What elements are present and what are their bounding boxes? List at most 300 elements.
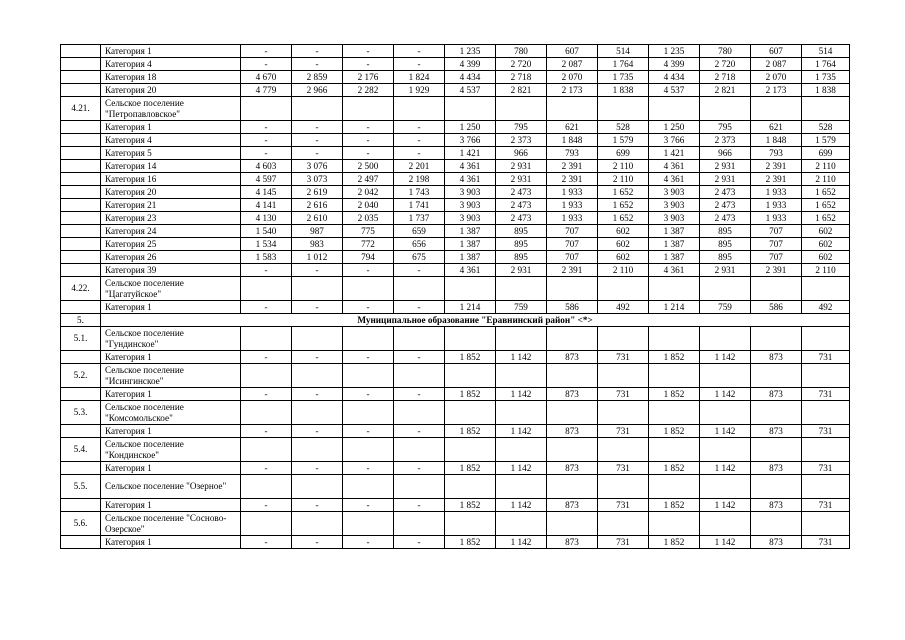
value-cell: 492 xyxy=(598,301,649,314)
value-cell: - xyxy=(292,536,343,549)
value-cell xyxy=(700,401,751,425)
value-cell: 873 xyxy=(751,462,802,475)
row-index xyxy=(61,388,101,401)
value-cell xyxy=(445,277,496,301)
value-cell: 2 391 xyxy=(751,173,802,186)
value-cell: 873 xyxy=(751,499,802,512)
value-cell xyxy=(649,327,700,351)
category-name: Категория 39 xyxy=(101,264,241,277)
value-cell: 873 xyxy=(751,351,802,364)
value-cell: - xyxy=(394,425,445,438)
value-cell xyxy=(241,475,292,499)
value-cell: 1 735 xyxy=(802,71,850,84)
value-cell: 895 xyxy=(496,251,547,264)
row-index xyxy=(61,212,101,225)
value-cell: 1 012 xyxy=(292,251,343,264)
value-cell: 514 xyxy=(598,45,649,58)
value-cell xyxy=(343,512,394,536)
value-cell: - xyxy=(343,58,394,71)
value-cell: 1 735 xyxy=(598,71,649,84)
category-name: Категория 5 xyxy=(101,147,241,160)
value-cell: 492 xyxy=(802,301,850,314)
category-name: Категория 25 xyxy=(101,238,241,251)
value-cell: 1 852 xyxy=(445,462,496,475)
row-index xyxy=(61,301,101,314)
value-cell: 1 852 xyxy=(649,351,700,364)
category-name: Категория 1 xyxy=(101,388,241,401)
value-cell: 731 xyxy=(598,536,649,549)
value-cell xyxy=(547,438,598,462)
value-cell xyxy=(700,277,751,301)
value-cell xyxy=(343,401,394,425)
value-cell: 1 737 xyxy=(394,212,445,225)
value-cell xyxy=(700,364,751,388)
settlement-name: Сельское поселение "Кондинское" xyxy=(101,438,241,462)
value-cell: 4 597 xyxy=(241,173,292,186)
value-cell: 895 xyxy=(700,225,751,238)
value-cell: 1 583 xyxy=(241,251,292,264)
value-cell: 4 537 xyxy=(649,84,700,97)
value-cell: 4 145 xyxy=(241,186,292,199)
value-cell: - xyxy=(292,134,343,147)
value-cell: - xyxy=(292,301,343,314)
value-cell: 793 xyxy=(547,147,598,160)
value-cell xyxy=(751,475,802,499)
value-cell xyxy=(292,475,343,499)
value-cell: 1 852 xyxy=(445,388,496,401)
value-cell xyxy=(445,512,496,536)
value-cell: - xyxy=(343,536,394,549)
value-cell: 772 xyxy=(343,238,394,251)
value-cell: 607 xyxy=(751,45,802,58)
value-cell xyxy=(292,438,343,462)
value-cell: - xyxy=(241,45,292,58)
value-cell: 1 235 xyxy=(445,45,496,58)
row-index xyxy=(61,160,101,173)
value-cell: 983 xyxy=(292,238,343,251)
table-row xyxy=(61,536,850,549)
value-cell: 794 xyxy=(343,251,394,264)
value-cell: 1 852 xyxy=(649,388,700,401)
value-cell: 699 xyxy=(802,147,850,160)
value-cell: 966 xyxy=(700,147,751,160)
value-cell: - xyxy=(241,134,292,147)
value-cell: 1 142 xyxy=(496,499,547,512)
value-cell: 1 933 xyxy=(547,212,598,225)
value-cell: 987 xyxy=(292,225,343,238)
row-index xyxy=(61,425,101,438)
value-cell xyxy=(802,327,850,351)
value-cell: 2 176 xyxy=(343,71,394,84)
value-cell: - xyxy=(292,264,343,277)
value-cell: 1 652 xyxy=(802,186,850,199)
value-cell: 2 198 xyxy=(394,173,445,186)
row-index xyxy=(61,186,101,199)
value-cell xyxy=(802,401,850,425)
settlement-name: Сельское поселение "Сосново-Озерское" xyxy=(101,512,241,536)
value-cell: 3 766 xyxy=(649,134,700,147)
value-cell: 895 xyxy=(496,238,547,251)
value-cell xyxy=(598,438,649,462)
value-cell: 1 848 xyxy=(547,134,598,147)
value-cell: 1 142 xyxy=(496,388,547,401)
row-index xyxy=(61,58,101,71)
row-index xyxy=(61,134,101,147)
value-cell: - xyxy=(394,264,445,277)
value-cell: - xyxy=(292,58,343,71)
tariff-table xyxy=(60,44,850,549)
value-cell: - xyxy=(241,499,292,512)
value-cell: 4 141 xyxy=(241,199,292,212)
value-cell: 621 xyxy=(751,121,802,134)
value-cell: 602 xyxy=(598,251,649,264)
row-index xyxy=(61,225,101,238)
value-cell xyxy=(343,364,394,388)
row-index: 5. xyxy=(61,314,101,327)
value-cell: 873 xyxy=(547,499,598,512)
value-cell: 621 xyxy=(547,121,598,134)
value-cell: 1 387 xyxy=(445,251,496,264)
settlement-name: Сельское поселение "Цагатуйское" xyxy=(101,277,241,301)
settlement-header-row xyxy=(61,97,850,121)
value-cell: 1 142 xyxy=(700,499,751,512)
value-cell xyxy=(394,401,445,425)
value-cell: 2 473 xyxy=(496,212,547,225)
settlement-header-row xyxy=(61,401,850,425)
value-cell xyxy=(496,327,547,351)
row-index xyxy=(61,462,101,475)
value-cell: 4 361 xyxy=(445,160,496,173)
value-cell: - xyxy=(241,264,292,277)
settlement-name: Сельское поселение "Петропавловское" xyxy=(101,97,241,121)
row-index: 5.2. xyxy=(61,364,101,388)
value-cell: 2 070 xyxy=(751,71,802,84)
value-cell: 707 xyxy=(751,238,802,251)
value-cell: 780 xyxy=(700,45,751,58)
value-cell xyxy=(700,512,751,536)
value-cell: 1 933 xyxy=(547,199,598,212)
row-index xyxy=(61,173,101,186)
value-cell: 1 741 xyxy=(394,199,445,212)
value-cell: 1 852 xyxy=(649,462,700,475)
value-cell: - xyxy=(394,351,445,364)
value-cell xyxy=(241,364,292,388)
value-cell: - xyxy=(292,499,343,512)
value-cell xyxy=(751,438,802,462)
table-row xyxy=(61,462,850,475)
value-cell: 2 087 xyxy=(751,58,802,71)
value-cell: 1 852 xyxy=(445,536,496,549)
value-cell xyxy=(394,277,445,301)
value-cell xyxy=(292,277,343,301)
settlement-header-row xyxy=(61,512,850,536)
value-cell: - xyxy=(343,351,394,364)
value-cell: - xyxy=(394,45,445,58)
value-cell xyxy=(496,364,547,388)
value-cell: 2 931 xyxy=(700,173,751,186)
value-cell xyxy=(802,277,850,301)
value-cell: 873 xyxy=(547,425,598,438)
value-cell: 1 824 xyxy=(394,71,445,84)
value-cell: 2 042 xyxy=(343,186,394,199)
value-cell xyxy=(547,364,598,388)
value-cell: 2 201 xyxy=(394,160,445,173)
value-cell: 2 720 xyxy=(496,58,547,71)
value-cell: 895 xyxy=(700,251,751,264)
value-cell: 1 933 xyxy=(751,199,802,212)
value-cell: 1 852 xyxy=(445,425,496,438)
value-cell: 528 xyxy=(802,121,850,134)
value-cell: 873 xyxy=(751,536,802,549)
value-cell: 3 076 xyxy=(292,160,343,173)
value-cell: 2 718 xyxy=(496,71,547,84)
table-row xyxy=(61,499,850,512)
value-cell: 2 473 xyxy=(700,199,751,212)
row-index xyxy=(61,71,101,84)
table-row xyxy=(61,199,850,212)
value-cell xyxy=(445,401,496,425)
value-cell: - xyxy=(292,425,343,438)
value-cell: 607 xyxy=(547,45,598,58)
value-cell: 2 931 xyxy=(700,160,751,173)
value-cell xyxy=(394,364,445,388)
value-cell xyxy=(751,512,802,536)
value-cell xyxy=(649,401,700,425)
row-index: 4.22. xyxy=(61,277,101,301)
value-cell xyxy=(292,401,343,425)
value-cell: 731 xyxy=(802,499,850,512)
value-cell: 2 931 xyxy=(496,173,547,186)
value-cell: 4 361 xyxy=(445,173,496,186)
value-cell: 731 xyxy=(598,425,649,438)
value-cell: 707 xyxy=(547,238,598,251)
value-cell: - xyxy=(241,121,292,134)
value-cell: 731 xyxy=(802,536,850,549)
value-cell xyxy=(700,327,751,351)
value-cell: - xyxy=(394,388,445,401)
table-row xyxy=(61,71,850,84)
value-cell xyxy=(598,97,649,121)
value-cell xyxy=(649,364,700,388)
value-cell: 707 xyxy=(751,251,802,264)
value-cell: 873 xyxy=(751,425,802,438)
value-cell: 1 387 xyxy=(649,238,700,251)
value-cell: - xyxy=(343,425,394,438)
value-cell xyxy=(649,97,700,121)
category-name: Категория 26 xyxy=(101,251,241,264)
value-cell xyxy=(802,475,850,499)
value-cell xyxy=(496,512,547,536)
value-cell: 731 xyxy=(598,388,649,401)
value-cell: 1 852 xyxy=(649,536,700,549)
value-cell: 1 250 xyxy=(649,121,700,134)
category-name: Категория 24 xyxy=(101,225,241,238)
value-cell: 1 534 xyxy=(241,238,292,251)
value-cell: - xyxy=(343,264,394,277)
value-cell: 1 142 xyxy=(496,536,547,549)
value-cell: 966 xyxy=(496,147,547,160)
value-cell xyxy=(751,401,802,425)
table-row xyxy=(61,301,850,314)
value-cell: 2 110 xyxy=(802,173,850,186)
value-cell xyxy=(751,327,802,351)
value-cell: 528 xyxy=(598,121,649,134)
value-cell xyxy=(496,475,547,499)
table-row xyxy=(61,186,850,199)
value-cell: - xyxy=(343,134,394,147)
value-cell xyxy=(598,277,649,301)
value-cell: 795 xyxy=(700,121,751,134)
settlement-header-row xyxy=(61,438,850,462)
value-cell xyxy=(700,97,751,121)
table-row xyxy=(61,238,850,251)
category-name: Категория 21 xyxy=(101,199,241,212)
value-cell: 4 537 xyxy=(445,84,496,97)
category-name: Категория 1 xyxy=(101,351,241,364)
value-cell: 1 852 xyxy=(445,351,496,364)
value-cell: 3 903 xyxy=(445,186,496,199)
value-cell: 4 603 xyxy=(241,160,292,173)
value-cell: - xyxy=(241,462,292,475)
value-cell: - xyxy=(343,499,394,512)
value-cell: 2 087 xyxy=(547,58,598,71)
value-cell: 4 399 xyxy=(649,58,700,71)
value-cell: 602 xyxy=(598,225,649,238)
value-cell xyxy=(343,475,394,499)
value-cell xyxy=(394,512,445,536)
value-cell: 707 xyxy=(751,225,802,238)
value-cell: 4 361 xyxy=(649,264,700,277)
value-cell: 1 421 xyxy=(445,147,496,160)
row-index xyxy=(61,84,101,97)
value-cell: 1 387 xyxy=(445,238,496,251)
value-cell: - xyxy=(292,147,343,160)
value-cell: - xyxy=(394,462,445,475)
value-cell: - xyxy=(343,462,394,475)
value-cell xyxy=(241,327,292,351)
row-index xyxy=(61,199,101,212)
value-cell: - xyxy=(241,58,292,71)
value-cell: 1 852 xyxy=(649,425,700,438)
table-row xyxy=(61,251,850,264)
value-cell: 1 764 xyxy=(802,58,850,71)
value-cell: 759 xyxy=(700,301,751,314)
value-cell: 1 743 xyxy=(394,186,445,199)
value-cell: 731 xyxy=(598,499,649,512)
value-cell: 1 250 xyxy=(445,121,496,134)
category-name: Категория 1 xyxy=(101,536,241,549)
value-cell: 1 852 xyxy=(445,499,496,512)
value-cell: 707 xyxy=(547,251,598,264)
value-cell: 1 933 xyxy=(547,186,598,199)
value-cell: 3 766 xyxy=(445,134,496,147)
value-cell xyxy=(343,438,394,462)
value-cell: 4 361 xyxy=(445,264,496,277)
row-index xyxy=(61,499,101,512)
value-cell: 4 361 xyxy=(649,173,700,186)
value-cell: 2 718 xyxy=(700,71,751,84)
value-cell: 586 xyxy=(547,301,598,314)
value-cell: 2 859 xyxy=(292,71,343,84)
value-cell: 3 903 xyxy=(445,212,496,225)
value-cell: 873 xyxy=(547,462,598,475)
value-cell: - xyxy=(241,147,292,160)
value-cell: 2 040 xyxy=(343,199,394,212)
value-cell: 1 652 xyxy=(802,199,850,212)
value-cell: - xyxy=(292,45,343,58)
value-cell: 2 110 xyxy=(598,160,649,173)
value-cell xyxy=(292,97,343,121)
value-cell: 602 xyxy=(598,238,649,251)
value-cell: 2 173 xyxy=(547,84,598,97)
value-cell: 602 xyxy=(802,251,850,264)
value-cell: 1 933 xyxy=(751,212,802,225)
table-row xyxy=(61,45,850,58)
value-cell xyxy=(547,475,598,499)
category-name: Категория 1 xyxy=(101,301,241,314)
value-cell: - xyxy=(394,301,445,314)
value-cell: 2 821 xyxy=(496,84,547,97)
value-cell xyxy=(598,401,649,425)
value-cell: - xyxy=(292,462,343,475)
value-cell: - xyxy=(241,425,292,438)
table-row xyxy=(61,225,850,238)
value-cell: 731 xyxy=(802,425,850,438)
value-cell: 1 421 xyxy=(649,147,700,160)
value-cell: 2 110 xyxy=(802,264,850,277)
value-cell: 2 110 xyxy=(598,173,649,186)
value-cell xyxy=(751,364,802,388)
row-index xyxy=(61,264,101,277)
value-cell: 1 387 xyxy=(649,251,700,264)
value-cell: 1 142 xyxy=(700,425,751,438)
value-cell: 4 779 xyxy=(241,84,292,97)
value-cell: 2 720 xyxy=(700,58,751,71)
value-cell: 2 391 xyxy=(751,160,802,173)
value-cell xyxy=(394,438,445,462)
value-cell xyxy=(445,97,496,121)
value-cell: 2 110 xyxy=(802,160,850,173)
value-cell xyxy=(496,277,547,301)
value-cell: 1 142 xyxy=(700,462,751,475)
table-row xyxy=(61,134,850,147)
value-cell: 759 xyxy=(496,301,547,314)
value-cell: 731 xyxy=(598,462,649,475)
value-cell: - xyxy=(292,388,343,401)
value-cell: 2 373 xyxy=(700,134,751,147)
value-cell: 4 434 xyxy=(445,71,496,84)
category-name: Категория 4 xyxy=(101,134,241,147)
value-cell: 602 xyxy=(802,225,850,238)
value-cell: 1 579 xyxy=(802,134,850,147)
value-cell: 873 xyxy=(547,388,598,401)
row-index: 5.4. xyxy=(61,438,101,462)
value-cell: 2 391 xyxy=(547,264,598,277)
value-cell: 1 142 xyxy=(700,351,751,364)
value-cell: 2 821 xyxy=(700,84,751,97)
value-cell: - xyxy=(343,388,394,401)
table-row xyxy=(61,351,850,364)
value-cell xyxy=(292,327,343,351)
value-cell xyxy=(343,97,394,121)
value-cell: 2 497 xyxy=(343,173,394,186)
row-index xyxy=(61,121,101,134)
value-cell: 1 214 xyxy=(649,301,700,314)
value-cell xyxy=(649,277,700,301)
table-row xyxy=(61,147,850,160)
value-cell xyxy=(496,97,547,121)
settlement-name: Сельское поселение "Комсомольское" xyxy=(101,401,241,425)
